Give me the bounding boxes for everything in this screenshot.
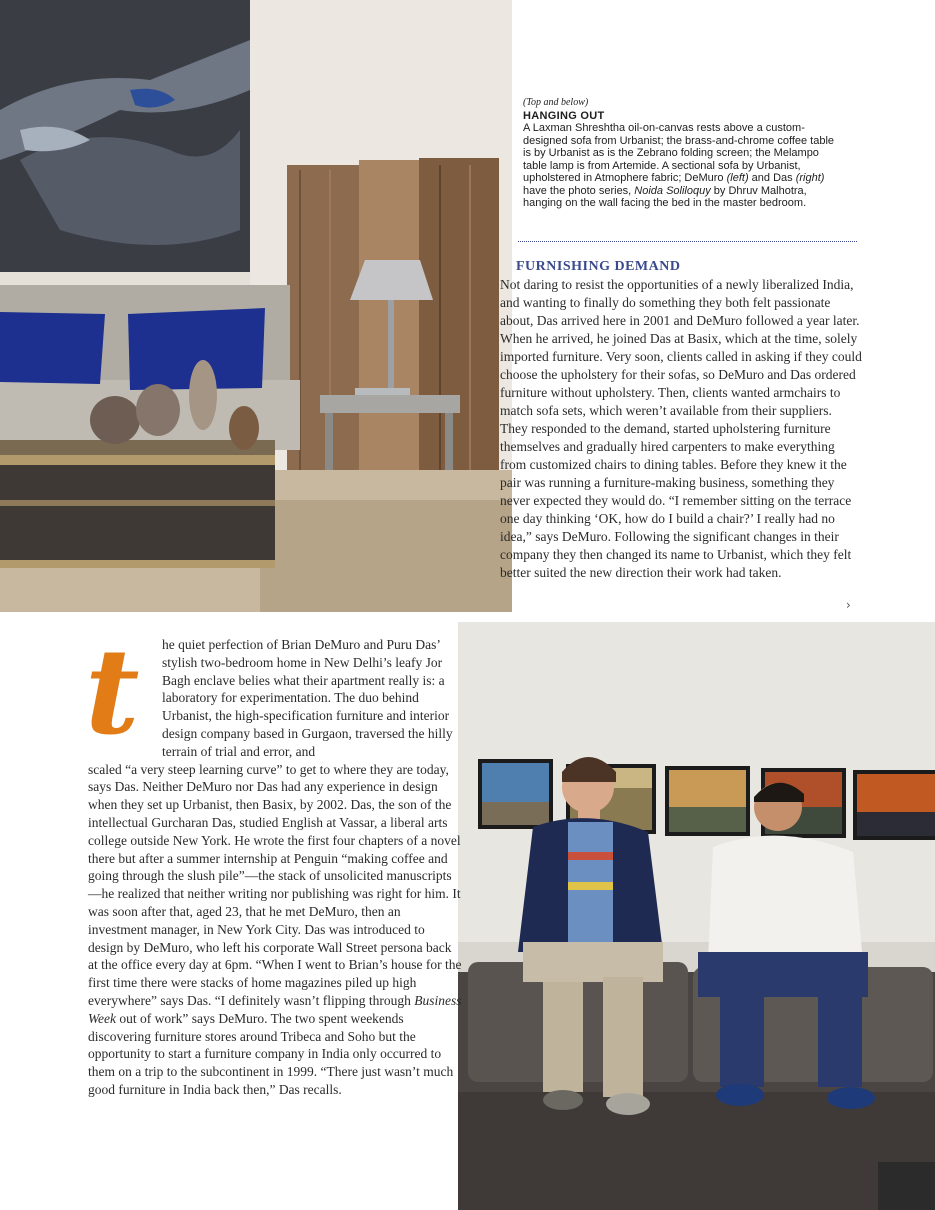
article-text (88, 636, 463, 1099)
portrait-illustration (458, 622, 935, 1210)
living-room-illustration (0, 0, 512, 612)
photo-caption (523, 97, 843, 210)
continue-arrow-icon: › (846, 598, 851, 612)
section-heading: FURNISHING DEMAND (516, 259, 681, 274)
living-room-photo (0, 0, 512, 612)
book-stack (878, 1162, 935, 1210)
article-body: scaled “a very steep learning curve” to get to where they are today, says Das. Neither DeMuro nor Das had any experience in design when they set up Urbanist, then Basix, by 2002. Das, the son of the intellectual Gurcharan Das, studied English at Vassar, a liberal arts college outside New York. He wrote the first four chapters of a novel there but after a summer internship at Penguin “making coffee and going through the slush pile”—the stack of unsolicited manuscripts—he realized that neither writing nor publishing was right for him. It was soon after that, aged 23, that he met DeMuro, then an investment manager, in New York City. Das was introduced to design by DeMuro, who left his corporate Wall Street persona back at the office every day at 6pm. “When I went to Brian’s house for the first time there were stacks of home magazines piled up high everywhere” says Das. “I definitely wasn’t flipping through Business Week out of work” says DeMuro. The two spent weekends discovering furniture stores around Tribeca and Soho but the opportunity to start a furniture company in India only occurred to them on a trip to the subcontinent in 1999. “There just wasn’t much good furniture in India back then,” Das recalls. (88, 761, 462, 1097)
furnishing-demand-paragraph: Not daring to resist the opportunities of a newly liberalized India, and wanting to finally do something they both felt passionate about, Das arrived here in 2001 and DeMuro followed a year later. When he arrived, he joined Das at Basix, which at the time, solely imported furniture. Very soon, clients called in asking if they could choose the upholstery for their sofas, so DeMuro and Das ordered furniture without upholstery. Then, clients wanted armchairs to match sofa sets, which weren’t available from their suppliers. They responded to the demand, started upholstering furniture themselves and gradually hired carpenters to make everything from customized chairs to dining tables. Before they knew it the pair was running a furniture-making business, something they never expected they would do. “I remember sitting on the terrace one day thinking ‘OK, how do I build a chair?’ I really had no idea,” says DeMuro. Following the significant changes in their company they then changed its name to Urbanist, which they felt better suited the new direction their work had taken. (500, 277, 862, 580)
vase (90, 396, 140, 444)
portrait-photo (458, 622, 935, 1210)
caption-divider (518, 241, 857, 242)
furnishing-demand-text (500, 276, 862, 582)
drop-cap: t (85, 622, 140, 761)
caption-body: A Laxman Shreshtha oil-on-canvas rests above a custom-designed sofa from Urbanist; the brass-and-chrome coffee table is by Urbanist as is the Zebrano folding screen; the Melampo table lamp is from Artemide. A sectional sofa by Urbanist, upholstered in Atmophere fabric; DeMuro (left) and Das (right) have the photo series, Noida Soliloquy by Dhruv Malhotra, hanging on the wall facing the bed in the master bedroom. (523, 122, 835, 209)
caption-kicker: (Top and below) (523, 97, 589, 108)
blue-cushion-left (0, 312, 105, 384)
article-intro: he quiet perfection of Brian DeMuro and Puru Das’ stylish two-bedroom home in New Delhi’s leafy Jor Bagh enclave belies what their apartment really is: a laboratory for experimentation. The duo behind Urbanist, the high-specification furniture and interior design company based in Gurgaon, traversed the hilly terrain of trial and error, and (162, 637, 453, 759)
side-table (320, 395, 460, 413)
caption-title: HANGING OUT (523, 109, 605, 122)
